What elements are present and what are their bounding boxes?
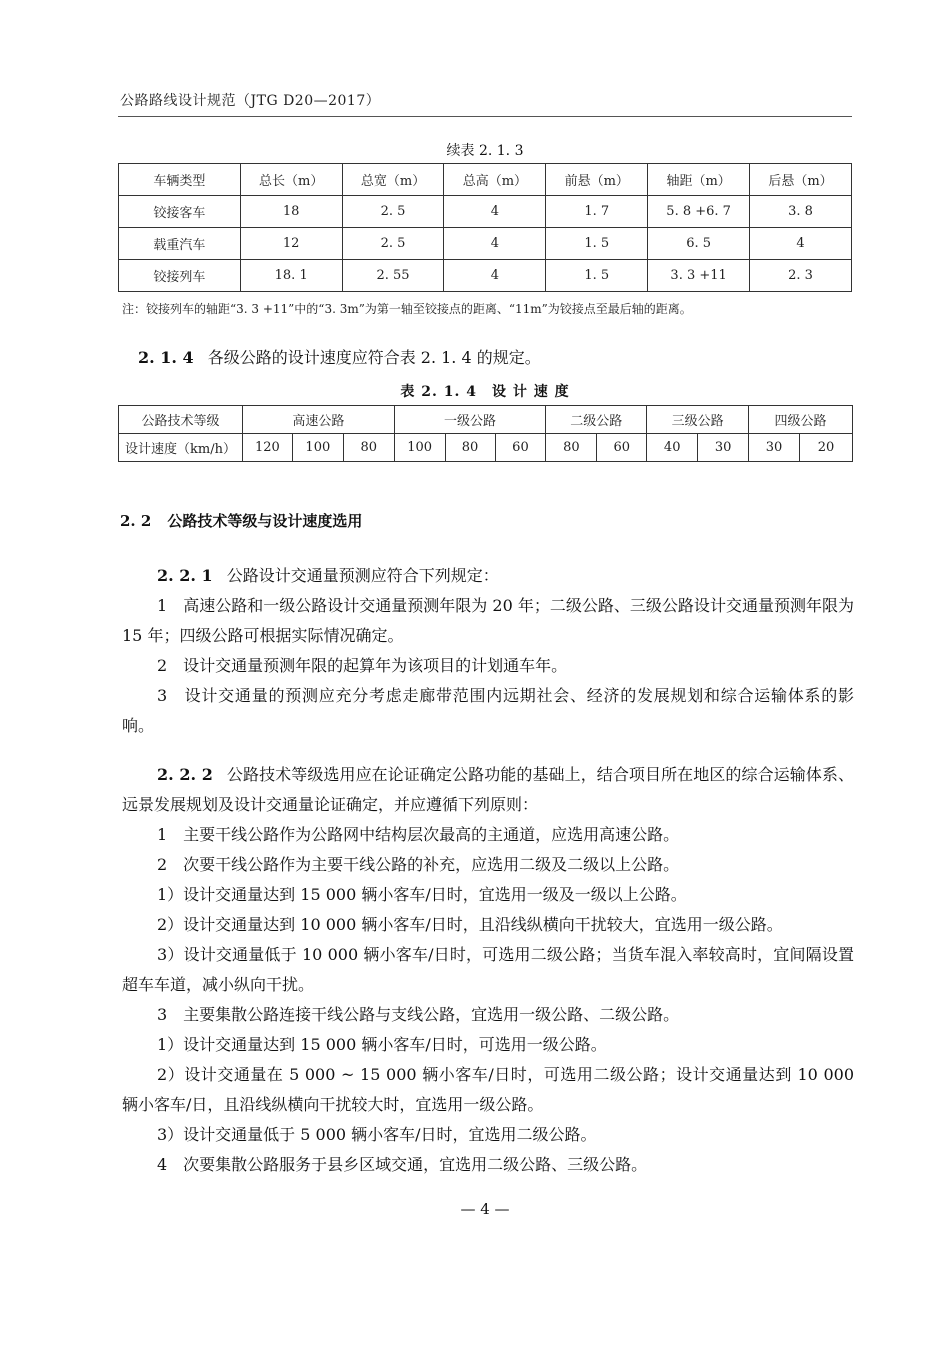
speed-cell: 80 xyxy=(343,434,394,462)
clause-2-2-1 xyxy=(122,561,854,741)
table-cell: 4 xyxy=(444,228,546,260)
clause-item: 2 设计交通量预测年限的起算年为该项目的计划通车年。 xyxy=(157,656,568,675)
clause-number: 2. 2. 2 xyxy=(157,765,213,784)
table-cell: 3. 3 +11 xyxy=(648,260,750,292)
grade-name: 三级公路 xyxy=(647,406,749,434)
table-cell: 2. 5 xyxy=(342,196,444,228)
table-row xyxy=(119,434,853,462)
section-2-2-title xyxy=(120,510,362,531)
table-cell: 铰接客车 xyxy=(119,196,241,228)
table-cell: 18 xyxy=(240,196,342,228)
column-header: 车辆类型 xyxy=(119,164,241,196)
speed-cell: 30 xyxy=(698,434,749,462)
table-cell: 1. 5 xyxy=(546,260,648,292)
speed-cell: 80 xyxy=(546,434,597,462)
clause-item: 3 设计交通量的预测应充分考虑走廊带范围内远期社会、经济的发展规划和综合运输体系的影响。 xyxy=(122,686,854,735)
clause-number: 2. 2. 1 xyxy=(157,566,213,585)
column-header: 总长（m） xyxy=(240,164,342,196)
clause-subitem: 1）设计交通量达到 15 000 辆小客车/日时，宜选用一级及一级以上公路。 xyxy=(157,885,687,904)
table-cell: 2. 55 xyxy=(342,260,444,292)
speed-cell: 30 xyxy=(749,434,800,462)
speed-cell: 100 xyxy=(394,434,445,462)
section-title-text: 公路技术等级与设计速度选用 xyxy=(167,512,363,530)
clause-subitem: 3）设计交通量低于 5 000 辆小客车/日时，宜选用二级公路。 xyxy=(157,1125,597,1144)
table-cell: 4 xyxy=(444,196,546,228)
clause-item: 3 主要集散公路连接干线公路与支线公路，宜选用一级公路、二级公路。 xyxy=(157,1005,680,1024)
table-header-row xyxy=(119,406,853,434)
table-header-row xyxy=(119,164,852,196)
column-header: 轴距（m） xyxy=(648,164,750,196)
table-2-1-4-caption: 表 2. 1. 4 设 计 速 度 xyxy=(400,384,570,400)
table-cell: 3. 8 xyxy=(750,196,852,228)
page-number: — 4 — xyxy=(460,1200,510,1218)
speed-cell: 20 xyxy=(800,434,853,462)
column-header: 后悬（m） xyxy=(750,164,852,196)
clause-item: 1 高速公路和一级公路设计交通量预测年限为 20 年；二级公路、三级公路设计交通量预测年限为 15 年；四级公路可根据实际情况确定。 xyxy=(122,596,854,645)
running-header: 公路路线设计规范（JTG D20—2017） xyxy=(120,93,381,109)
clause-item: 1 主要干线公路作为公路网中结构层次最高的主通道，应选用高速公路。 xyxy=(157,825,680,844)
column-header: 总高（m） xyxy=(444,164,546,196)
speed-label: 设计速度（km/h） xyxy=(119,434,243,462)
table-2-1-3-note: 注：铰接列车的轴距“3. 3 +11”中的“3. 3m”为第一轴至铰接点的距离、“11m”为铰接点至最后轴的距离。 xyxy=(122,302,692,316)
grade-label: 公路技术等级 xyxy=(119,406,243,434)
section-number: 2. 2 xyxy=(120,512,152,530)
clause-text: 各级公路的设计速度应符合表 2. 1. 4 的规定。 xyxy=(207,348,541,367)
clause-2-2-2 xyxy=(122,760,854,1180)
table-row xyxy=(119,228,852,260)
clause-subitem: 2）设计交通量达到 10 000 辆小客车/日时，且沿线纵横向干扰较大，宜选用一级公路。 xyxy=(157,915,783,934)
table-2-1-3 xyxy=(118,163,852,292)
clause-text: 公路技术等级选用应在论证确定公路功能的基础上，结合项目所在地区的综合运输体系、远景发展规划及设计交通量论证确定，并应遵循下列原则： xyxy=(122,765,854,814)
clause-subitem: 1）设计交通量达到 15 000 辆小客车/日时，可选用一级公路。 xyxy=(157,1035,607,1054)
clause-number: 2. 1. 4 xyxy=(138,348,194,367)
table-cell: 4 xyxy=(444,260,546,292)
table-2-1-4 xyxy=(118,405,853,462)
clause-2-1-4 xyxy=(138,343,854,373)
clause-lead xyxy=(122,760,854,820)
table-cell: 5. 8 +6. 7 xyxy=(648,196,750,228)
table-cell: 4 xyxy=(750,228,852,260)
grade-name: 四级公路 xyxy=(749,406,853,434)
speed-cell: 120 xyxy=(242,434,292,462)
speed-cell: 80 xyxy=(445,434,495,462)
grade-name: 高速公路 xyxy=(242,406,394,434)
grade-name: 一级公路 xyxy=(394,406,546,434)
table-row xyxy=(119,260,852,292)
clause-subitem: 3）设计交通量低于 10 000 辆小客车/日时，可选用二级公路；当货车混入率较高时，宜间隔设置超车车道，减小纵向干扰。 xyxy=(122,945,854,994)
table-2-1-3-caption: 续表 2. 1. 3 xyxy=(446,143,524,159)
clause-lead xyxy=(122,561,854,591)
speed-cell: 100 xyxy=(292,434,343,462)
table-cell: 18. 1 xyxy=(240,260,342,292)
table-row xyxy=(119,196,852,228)
column-header: 总宽（m） xyxy=(342,164,444,196)
table-cell: 1. 7 xyxy=(546,196,648,228)
table-cell: 2. 3 xyxy=(750,260,852,292)
column-header: 前悬（m） xyxy=(546,164,648,196)
header-rule xyxy=(118,116,852,117)
table-cell: 铰接列车 xyxy=(119,260,241,292)
table-cell: 6. 5 xyxy=(648,228,750,260)
table-cell: 载重汽车 xyxy=(119,228,241,260)
table-cell: 1. 5 xyxy=(546,228,648,260)
table-cell: 2. 5 xyxy=(342,228,444,260)
speed-cell: 60 xyxy=(495,434,546,462)
clause-subitem: 2）设计交通量在 5 000 ~ 15 000 辆小客车/日时，可选用二级公路；设计交通量达到 10 000 辆小客车/日，且沿线纵横向干扰较大时，宜选用一级公路。 xyxy=(122,1065,854,1114)
clause-text: 公路设计交通量预测应符合下列规定： xyxy=(226,566,499,585)
clause-item: 2 次要干线公路作为主要干线公路的补充，应选用二级及二级以上公路。 xyxy=(157,855,680,874)
clause-item: 4 次要集散公路服务于县乡区域交通，宜选用二级公路、三级公路。 xyxy=(157,1155,648,1174)
speed-cell: 60 xyxy=(597,434,647,462)
grade-name: 二级公路 xyxy=(546,406,647,434)
speed-cell: 40 xyxy=(647,434,698,462)
table-cell: 12 xyxy=(240,228,342,260)
